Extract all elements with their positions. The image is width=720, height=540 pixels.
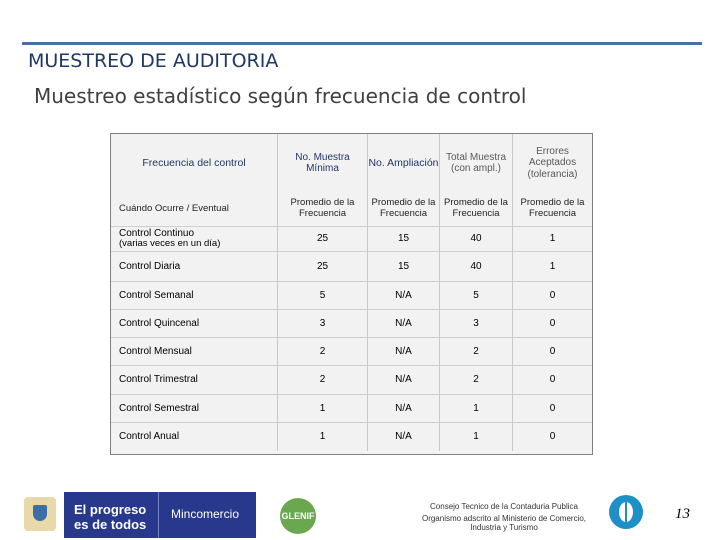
subheader-when: Cuándo Ocurre / Eventual bbox=[119, 202, 229, 214]
cell-errors: 1 bbox=[512, 226, 592, 251]
page-title: MUESTREO DE AUDITORIA bbox=[28, 50, 279, 72]
cell-ampl: N/A bbox=[367, 281, 439, 309]
top-divider bbox=[22, 42, 702, 45]
ctcp-emblem-icon bbox=[609, 495, 643, 529]
cell-errors: 0 bbox=[512, 365, 592, 394]
page-number: 13 bbox=[675, 506, 690, 522]
cell-ampl: N/A bbox=[367, 422, 439, 451]
cell-min: 5 bbox=[277, 281, 367, 309]
header-expansion: No. Ampliación bbox=[367, 134, 439, 192]
consejo-logo bbox=[414, 502, 594, 530]
cell-errors: 0 bbox=[512, 281, 592, 309]
header-frequency: Frecuencia del control bbox=[142, 156, 246, 169]
row-label-text: Control Continuo bbox=[119, 227, 195, 239]
header-total-sample: Total Muestra (con ampl.) bbox=[439, 134, 512, 192]
consejo-line-2: Organismo adscrito al Ministerio de Comercio, Industria y Turismo bbox=[421, 514, 587, 532]
glenif-logo-icon bbox=[280, 498, 316, 534]
government-banner bbox=[64, 492, 158, 538]
cell-ampl: N/A bbox=[367, 365, 439, 394]
cell-ampl: 15 bbox=[367, 251, 439, 281]
colombia-crest-icon bbox=[24, 497, 56, 531]
cell-ampl: N/A bbox=[367, 309, 439, 337]
cell-errors: 0 bbox=[512, 422, 592, 451]
cell-min: 1 bbox=[277, 394, 367, 422]
header-min-sample: No. Muestra Mínima bbox=[277, 134, 367, 192]
cell-errors: 1 bbox=[512, 251, 592, 281]
row-label: Control Diaria bbox=[111, 251, 277, 281]
cell-ampl: N/A bbox=[367, 337, 439, 365]
cell-total: 1 bbox=[439, 422, 512, 451]
sampling-table bbox=[110, 133, 593, 455]
cell-min: 25 bbox=[277, 226, 367, 251]
cell-ampl: 15 bbox=[367, 226, 439, 251]
ministry-banner bbox=[158, 492, 256, 538]
subheader-avg: Promedio de la Frecuencia bbox=[277, 192, 367, 226]
row-label: Control Semanal bbox=[111, 281, 277, 309]
cell-min: 3 bbox=[277, 309, 367, 337]
cell-total: 40 bbox=[439, 226, 512, 251]
cell-total: 2 bbox=[439, 365, 512, 394]
row-label: Control Quincenal bbox=[111, 309, 277, 337]
cell-total: 1 bbox=[439, 394, 512, 422]
row-label-note: (varias veces en un día) bbox=[119, 238, 221, 250]
subheader-avg: Promedio de la Frecuencia bbox=[439, 192, 512, 226]
cell-total: 3 bbox=[439, 309, 512, 337]
footer-logos bbox=[18, 492, 718, 540]
banner-line-1: El progreso bbox=[74, 502, 147, 517]
cell-total: 2 bbox=[439, 337, 512, 365]
cell-total: 5 bbox=[439, 281, 512, 309]
row-label: Control Trimestral bbox=[111, 365, 277, 394]
header-accepted-errors: Errores Aceptados (tolerancia) bbox=[512, 134, 592, 192]
row-label: Control Semestral bbox=[111, 394, 277, 422]
banner-line-2: es de todos bbox=[74, 517, 147, 532]
glenif-label: GLENIF bbox=[281, 511, 315, 521]
cell-min: 2 bbox=[277, 365, 367, 394]
row-label: Control Anual bbox=[111, 422, 277, 451]
ministry-label: Mincomercio bbox=[171, 507, 240, 521]
cell-min: 25 bbox=[277, 251, 367, 281]
subheader-avg: Promedio de la Frecuencia bbox=[512, 192, 592, 226]
cell-min: 1 bbox=[277, 422, 367, 451]
cell-errors: 0 bbox=[512, 309, 592, 337]
cell-min: 2 bbox=[277, 337, 367, 365]
row-label: Control Mensual bbox=[111, 337, 277, 365]
cell-ampl: N/A bbox=[367, 394, 439, 422]
consejo-line-1: Consejo Tecnico de la Contaduria Publica bbox=[430, 502, 578, 511]
page-subtitle: Muestreo estadístico según frecuencia de control bbox=[34, 84, 527, 108]
subheader-avg: Promedio de la Frecuencia bbox=[367, 192, 439, 226]
cell-errors: 0 bbox=[512, 337, 592, 365]
cell-errors: 0 bbox=[512, 394, 592, 422]
cell-total: 40 bbox=[439, 251, 512, 281]
row-label bbox=[111, 226, 277, 251]
